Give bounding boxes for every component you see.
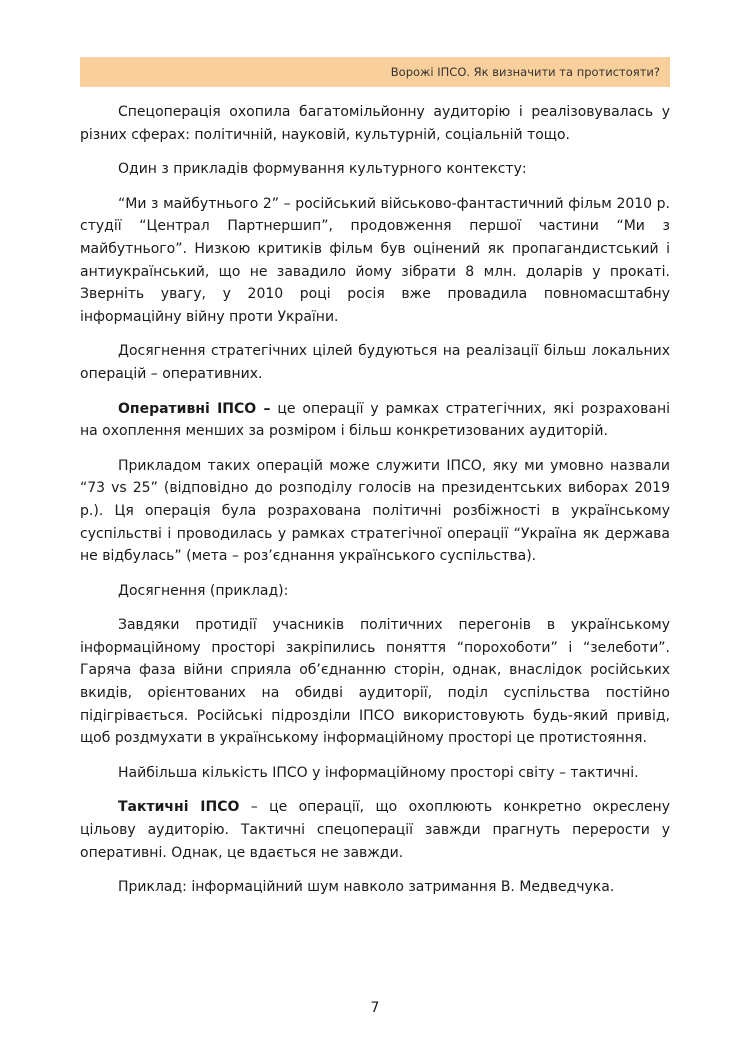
paragraph-9: Найбільша кількість ІПСО у інформаційному просторі світу – тактичні. xyxy=(118,764,639,781)
paragraph-3: “Ми з майбутнього 2” – російський військово-фантастичний фільм 2010 р. студії “Централ Партнершип”, продовження першої частини “Ми з майбутнього”. Низкою критиків фільм був оцінений як пропагандистський і антиукраїнський, що не завадило йому зібрати 8 млн. доларів у прокаті. Зверніть увагу, у 2010 році росія вже провадила повномасштабну інформаційну війну проти України. xyxy=(80,195,670,325)
paragraph-1: Спецоперація охопила багатомільйонну аудиторію і реалізовувалась у різних сферах: політичній, науковій, культурній, соціальній тощо. xyxy=(80,104,670,143)
paragraph-8: Завдяки протидії учасників політичних перегонів в українському інформаційному просторі закріпились поняття “порохоботи” і “зелеботи”. Гаряча фаза війни сприяла об’єднанню сторін, однак, внаслідок російських вкидів, орієнтованих на обидві аудиторії, поділ суспільства постійно підігрівається. Російські підрозділи ІПСО використовують будь-який привід, щоб роздмухати в українському інформаційному просторі це протистояння. xyxy=(80,617,670,747)
running-header xyxy=(80,57,670,87)
header-title: Ворожі ІПСО. Як визначити та протистояти? xyxy=(390,65,660,79)
paragraph-4: Досягнення стратегічних цілей будуються на реалізації більш локальних операцій – оперативних. xyxy=(80,343,670,382)
paragraph-10-tactical-ipso: Тактичні ІПСО – це операції, що охоплюють конкретно окреслену цільову аудиторію. Тактичні спецоперації завжди прагнуть перерости у оперативні. Однак, це вдається не завжди. xyxy=(80,799,670,861)
paragraph-2: Один з прикладів формування культурного контексту: xyxy=(118,161,527,178)
paragraph-11: Приклад: інформаційний шум навколо затримання В. Медведчука. xyxy=(118,879,615,896)
page-body xyxy=(80,101,670,911)
page-number: 7 xyxy=(370,1000,380,1016)
paragraph-5-operational-ipso: Оперативні ІПСО – це операції у рамках стратегічних, які розраховані на охоплення менших за розміром і більш конкретизованих аудиторій. xyxy=(80,400,670,440)
term-operational-ipso: Оперативні ІПСО – xyxy=(118,400,271,417)
paragraph-7: Досягнення (приклад): xyxy=(118,582,289,599)
term-tactical-ipso: Тактичні ІПСО xyxy=(118,799,240,816)
paragraph-6: Прикладом таких операцій може служити ІПСО, яку ми умовно назвали “73 vs 25” (відповідно до розподілу голосів на президентських виборах 2019 р.). Ця операція була розрахована політичні розбіжності в українському суспільстві і проводилась у рамках стратегічної операції “Україна як держава не відбулась” (мета – роз’єднання українського суспільства). xyxy=(80,457,670,565)
